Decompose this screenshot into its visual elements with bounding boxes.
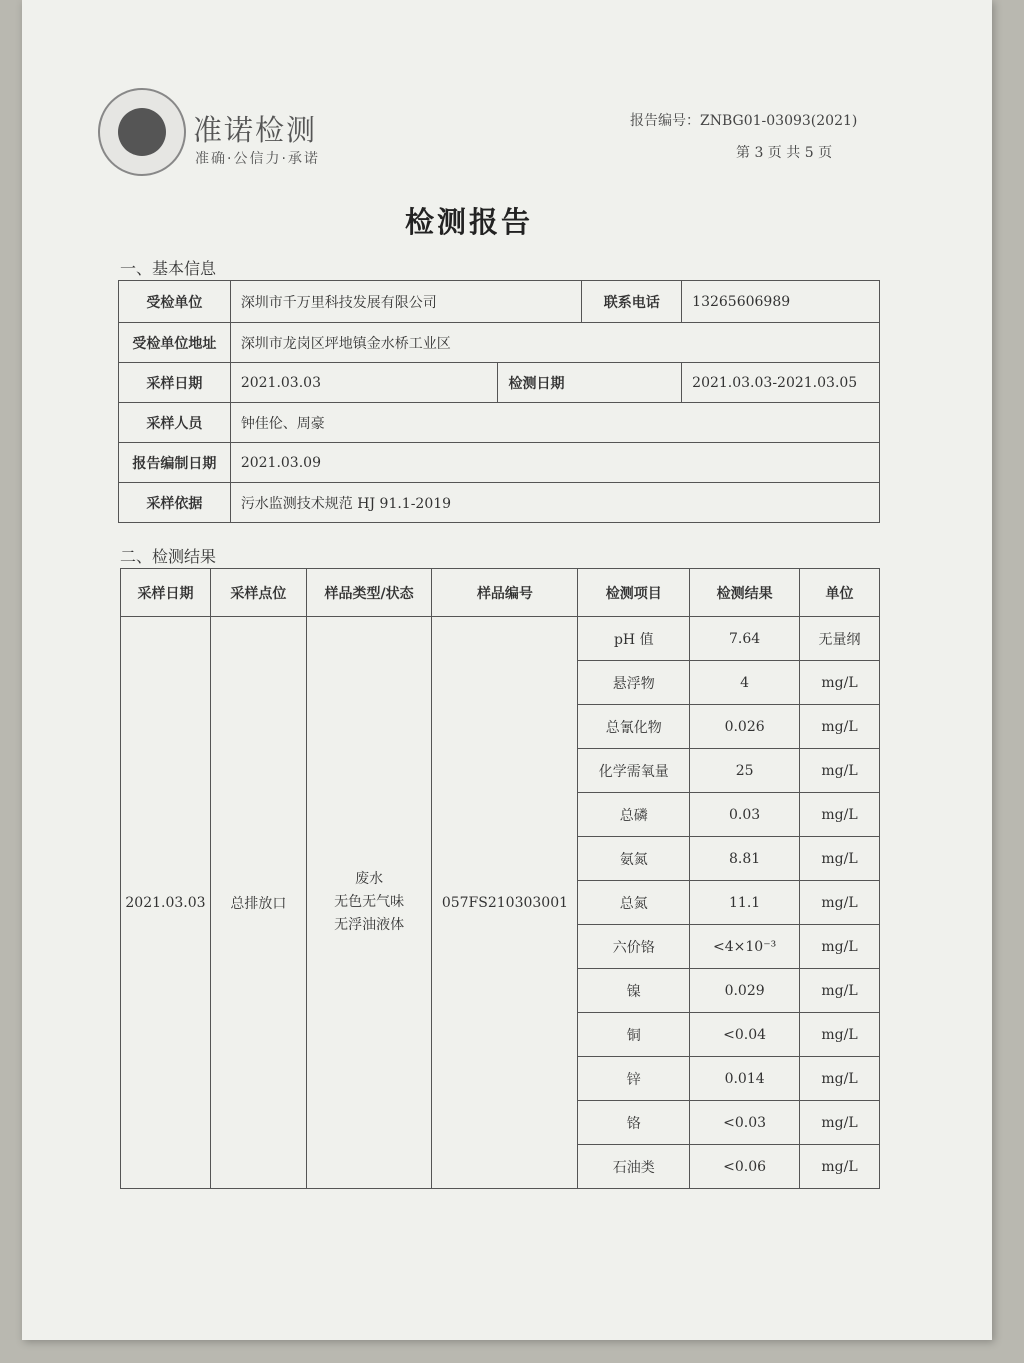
- company-seal-logo: [98, 88, 186, 176]
- test-item-cell: 六价铬: [578, 925, 690, 969]
- header-sample-id: 样品编号: [432, 569, 578, 617]
- unit-cell: mg/L: [800, 837, 880, 881]
- test-item-cell: 铬: [578, 1101, 690, 1145]
- test-result-cell: 0.029: [690, 969, 800, 1013]
- test-item-cell: 悬浮物: [578, 661, 690, 705]
- client-value: 深圳市千万里科技发展有限公司: [230, 281, 582, 323]
- unit-cell: mg/L: [800, 705, 880, 749]
- section-basic-info-title: 一、基本信息: [120, 259, 217, 278]
- unit-cell: mg/L: [800, 793, 880, 837]
- unit-cell: mg/L: [800, 661, 880, 705]
- test-item-cell: 总磷: [578, 793, 690, 837]
- test-result-cell: 25: [690, 749, 800, 793]
- test-result-cell: 0.026: [690, 705, 800, 749]
- sample-point-cell: 总排放口: [210, 617, 306, 1189]
- test-item-cell: 总氰化物: [578, 705, 690, 749]
- header-test-result: 检测结果: [690, 569, 800, 617]
- test-item-cell: 铜: [578, 1013, 690, 1057]
- unit-cell: mg/L: [800, 1101, 880, 1145]
- basis-value: 污水监测技术规范 HJ 91.1-2019: [230, 483, 879, 523]
- phone-label: 联系电话: [582, 281, 682, 323]
- address-label: 受检单位地址: [119, 323, 231, 363]
- test-result-cell: 0.03: [690, 793, 800, 837]
- unit-cell: mg/L: [800, 1145, 880, 1189]
- report-date-value: 2021.03.09: [230, 443, 879, 483]
- address-value: 深圳市龙岗区坪地镇金水桥工业区: [230, 323, 879, 363]
- test-item-cell: 锌: [578, 1057, 690, 1101]
- sample-date-cell: 2021.03.03: [121, 617, 211, 1189]
- report-date-label: 报告编制日期: [119, 443, 231, 483]
- sample-type-line: 无色无气味: [334, 894, 405, 910]
- sample-type-line: 无浮油液体: [334, 917, 405, 933]
- phone-value: 13265606989: [682, 281, 880, 323]
- report-number: 报告编号：ZNBG01-03093(2021): [630, 113, 858, 129]
- test-item-cell: 石油类: [578, 1145, 690, 1189]
- unit-cell: mg/L: [800, 925, 880, 969]
- sample-date-value: 2021.03.03: [230, 363, 498, 403]
- basis-label: 采样依据: [119, 483, 231, 523]
- report-title: 检测报告: [405, 205, 534, 239]
- unit-cell: mg/L: [800, 1013, 880, 1057]
- header-sample-point: 采样点位: [210, 569, 306, 617]
- test-item-cell: 氨氮: [578, 837, 690, 881]
- test-item-cell: 化学需氧量: [578, 749, 690, 793]
- test-item-cell: 镍: [578, 969, 690, 1013]
- test-date-value: 2021.03.03-2021.03.05: [682, 363, 880, 403]
- unit-cell: mg/L: [800, 1057, 880, 1101]
- sample-type-line: 废水: [355, 871, 384, 887]
- scales-icon: [118, 108, 166, 156]
- sample-id-cell: 057FS210303001: [432, 617, 578, 1189]
- client-label: 受检单位: [119, 281, 231, 323]
- unit-cell: 无量纲: [800, 617, 880, 661]
- test-result-cell: 7.64: [690, 617, 800, 661]
- sampler-label: 采样人员: [119, 403, 231, 443]
- header-test-item: 检测项目: [578, 569, 690, 617]
- test-result-cell: <0.03: [690, 1101, 800, 1145]
- test-result-cell: <0.04: [690, 1013, 800, 1057]
- unit-cell: mg/L: [800, 749, 880, 793]
- table-row: [121, 617, 880, 661]
- logo-slogan: 准确·公信力·承诺: [195, 151, 320, 167]
- page-number: 第 3 页 共 5 页: [736, 145, 833, 161]
- test-item-cell: 总氮: [578, 881, 690, 925]
- test-result-cell: <0.06: [690, 1145, 800, 1189]
- logo-name: 准诺检测: [193, 113, 318, 147]
- header-sample-type: 样品类型/状态: [306, 569, 432, 617]
- results-table: [120, 568, 880, 1189]
- basic-info-table: [118, 280, 880, 523]
- test-result-cell: <4×10⁻³: [690, 925, 800, 969]
- test-item-cell: pH 值: [578, 617, 690, 661]
- test-result-cell: 8.81: [690, 837, 800, 881]
- section-results-title: 二、检测结果: [120, 547, 217, 566]
- test-date-label: 检测日期: [498, 363, 682, 403]
- test-result-cell: 11.1: [690, 881, 800, 925]
- header-sample-date: 采样日期: [121, 569, 211, 617]
- sample-date-label: 采样日期: [119, 363, 231, 403]
- unit-cell: mg/L: [800, 969, 880, 1013]
- test-result-cell: 0.014: [690, 1057, 800, 1101]
- sampler-value: 钟佳伦、周豪: [230, 403, 879, 443]
- header-unit: 单位: [800, 569, 880, 617]
- test-result-cell: 4: [690, 661, 800, 705]
- unit-cell: mg/L: [800, 881, 880, 925]
- sample-type-cell: [306, 617, 432, 1189]
